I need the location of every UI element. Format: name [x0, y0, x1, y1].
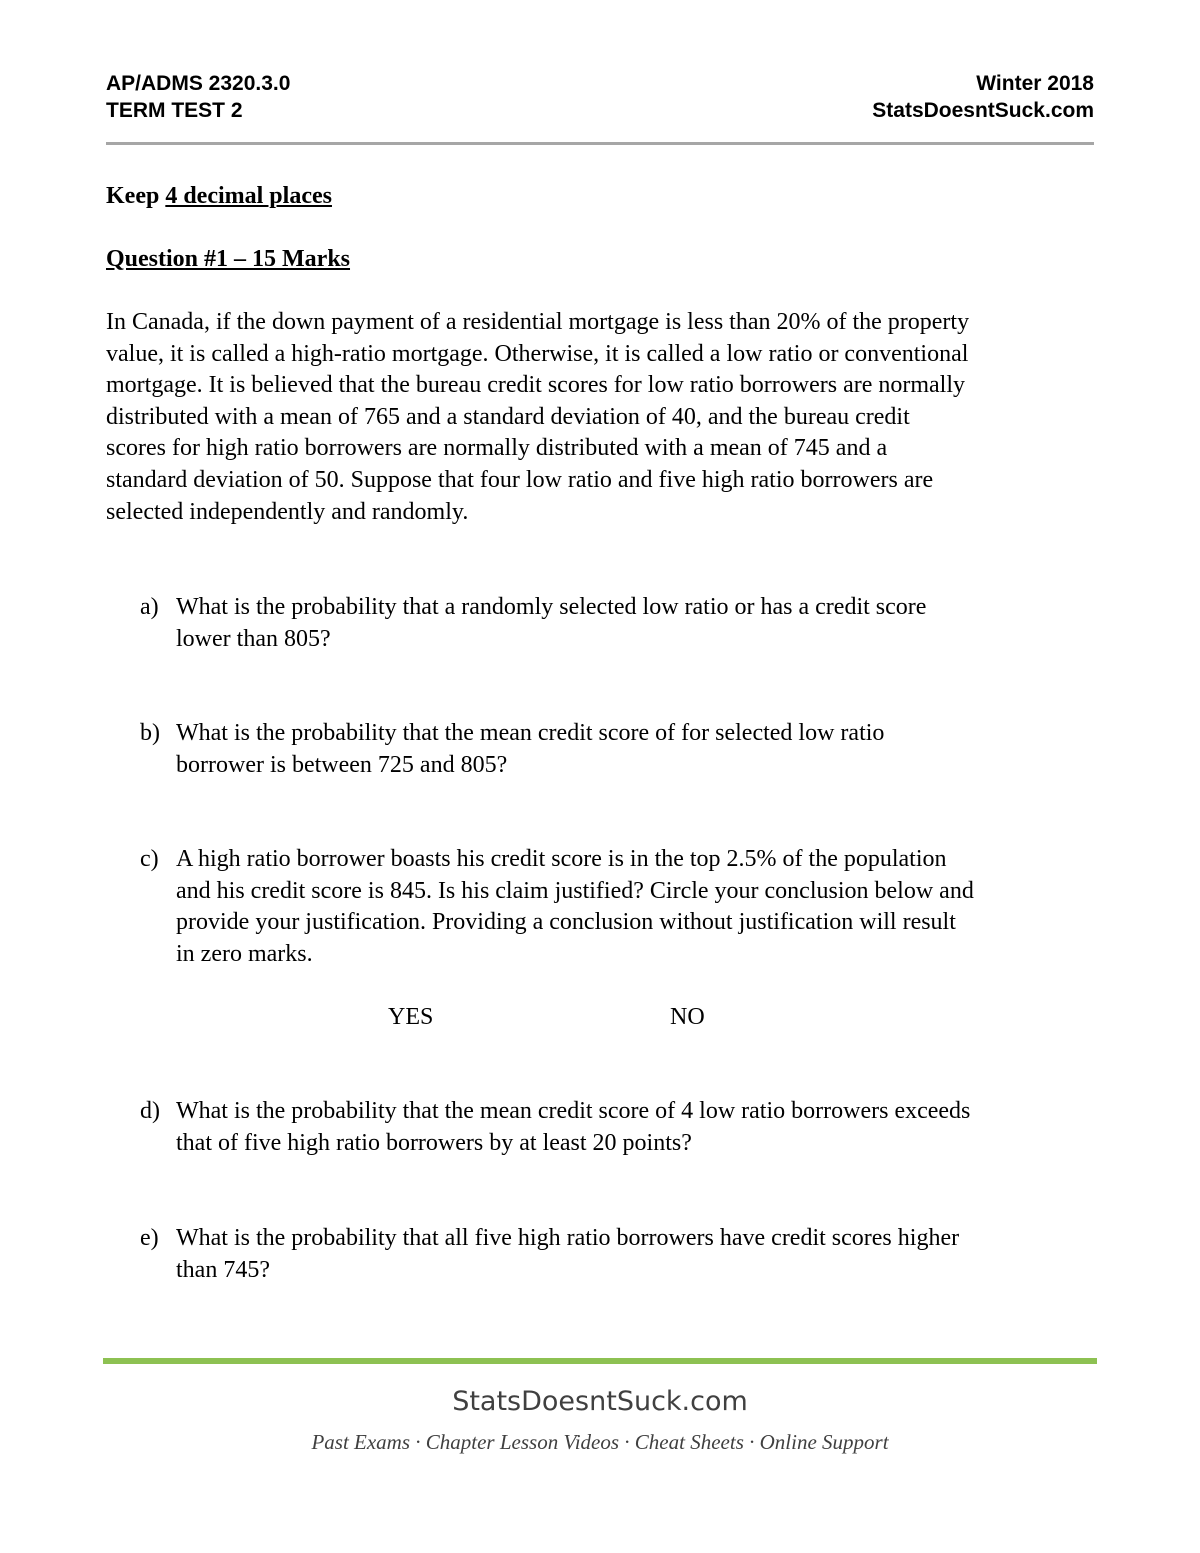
footer-site: StatsDoesntSuck.com: [452, 1386, 748, 1417]
header-left: [106, 70, 290, 124]
header-site: StatsDoesntSuck.com: [872, 99, 1094, 122]
part-e: [140, 1223, 1100, 1286]
part-a: [140, 592, 1100, 655]
part-e-text: What is the probability that all five high ratio borrowers have credit scores higher than 745?: [176, 1225, 960, 1283]
part-c: [140, 844, 1100, 970]
course-code: AP/ADMS 2320.3.0: [106, 72, 291, 95]
part-d: [140, 1096, 1100, 1159]
header-right: [872, 70, 1094, 124]
part-d-text: What is the probability that the mean credit score of 4 low ratio borrowers exceeds that of five high ratio borrowers by at least 20 points?: [176, 1098, 971, 1156]
part-c-text: A high ratio borrower boasts his credit score is in the top 2.5% of the population and his credit score is 845. Is his claim justified? Circle your conclusion below and provide your justification. Providing a conclusion without justification will result in zero marks.: [176, 846, 974, 967]
choice-no: NO: [670, 1004, 705, 1030]
footer-divider: [103, 1358, 1097, 1364]
question-title: Question #1 – 15 Marks: [106, 246, 351, 272]
test-name: TERM TEST 2: [106, 99, 243, 122]
part-b-marker: b): [140, 720, 160, 746]
choice-yes: YES: [388, 1004, 434, 1030]
part-b: [140, 718, 1100, 781]
part-c-marker: c): [140, 846, 159, 872]
part-d-marker: d): [140, 1098, 160, 1124]
part-e-marker: e): [140, 1225, 159, 1251]
footer-tagline: Past Exams · Chapter Lesson Videos · Cheat Sheets · Online Support: [311, 1430, 889, 1454]
term-label: Winter 2018: [976, 72, 1094, 95]
instruction-prefix: Keep: [106, 183, 166, 209]
part-b-text: What is the probability that the mean credit score of for selected low ratio borrower is between 725 and 805?: [176, 720, 885, 778]
header-divider: [106, 142, 1094, 145]
instruction-emphasis: 4 decimal places: [165, 183, 332, 209]
part-a-text: What is the probability that a randomly selected low ratio or has a credit score lower than 805?: [176, 594, 927, 652]
question-intro: In Canada, if the down payment of a residential mortgage is less than 20% of the property value, it is called a high-ratio mortgage. Otherwise, it is called a low ratio or conventional mortgage. It is believed that the bureau credit scores for low ratio borrowers are normally distributed with a mean of 765 and a standard deviation of 40, and the bureau credit scores for high ratio borrowers are normally distributed with a mean of 745 and a standard deviation of 50. Suppose that four low ratio and five high ratio borrowers are selected independently and randomly.: [106, 309, 970, 525]
decimal-instruction: [106, 181, 332, 211]
part-a-marker: a): [140, 594, 159, 620]
